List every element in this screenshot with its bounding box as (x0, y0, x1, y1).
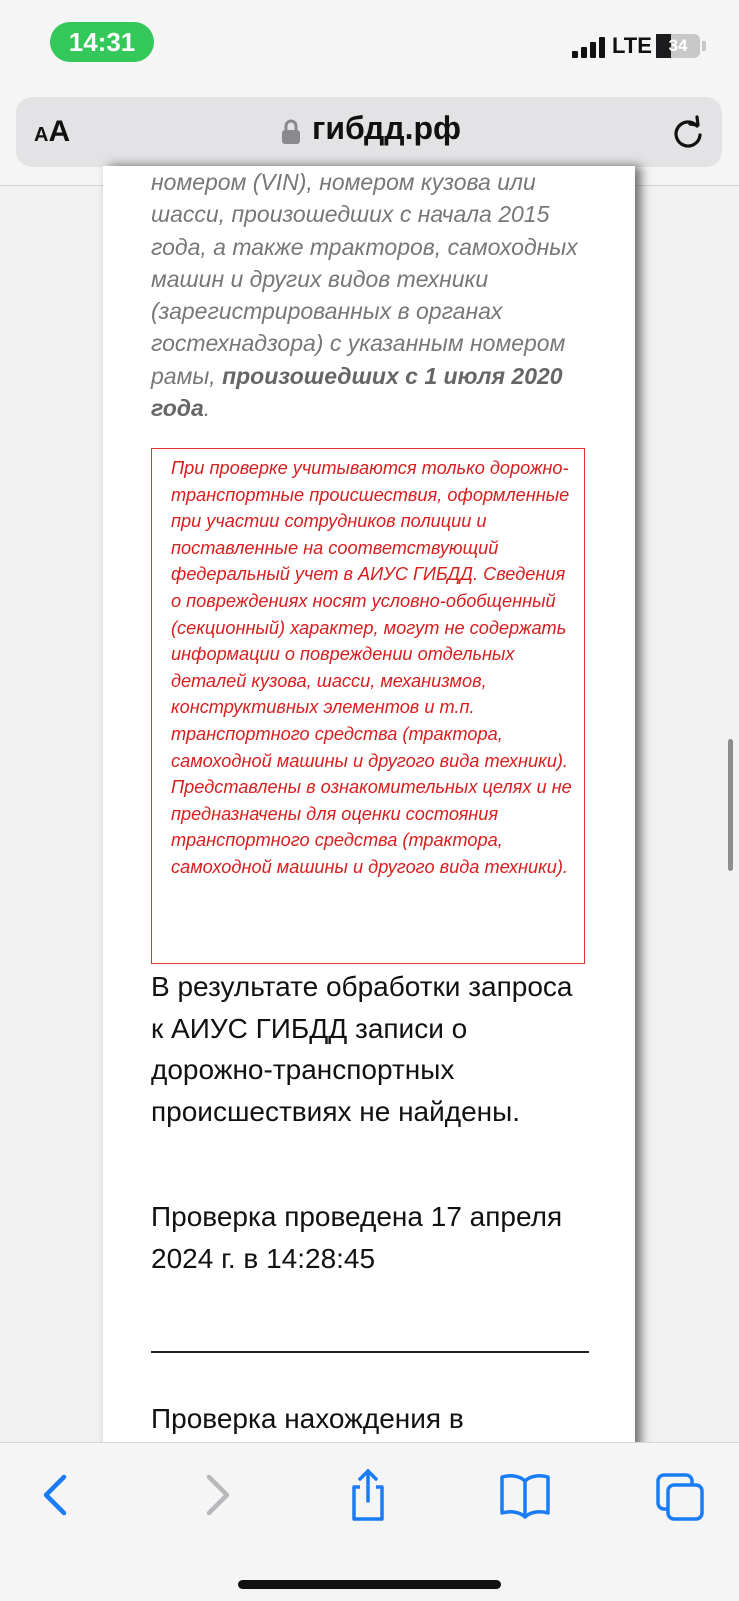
next-section-heading: Проверка нахождения в (151, 1403, 464, 1434)
lock-icon (281, 119, 301, 145)
bookmarks-button[interactable] (495, 1467, 555, 1523)
check-scope-text (151, 166, 591, 424)
battery-percent: 34 (668, 36, 688, 55)
network-type: LTE (612, 33, 652, 58)
check-scope-end: . (203, 395, 211, 422)
status-time: 14:31 (50, 22, 154, 62)
text-size-button[interactable] (34, 115, 70, 149)
forward-button[interactable] (185, 1467, 245, 1523)
cellular-signal-icon (572, 36, 606, 58)
disclaimer-notice: При проверке учитываются только дорожно-транспортные происшествия, оформленные при участии сотрудников полиции и поставленные на соответствующий федеральный учет в АИУС ГИБДД. Сведения о повреждениях носят условно-обобщенный (секционный) характер, могут не содержать информации о повреждении отдельных деталей кузова, шасси, механизмов, конструктивных элементов и т.п. транспортного средства (трактора, самоходной машины и другого вида техники). Представлены в ознакомительных целях и не предназначены для оценки состояния транспортного средства (трактора, самоходной машины и другого вида техники). (151, 448, 585, 964)
home-indicator[interactable] (238, 1580, 501, 1589)
back-button[interactable] (28, 1467, 88, 1523)
share-button[interactable] (338, 1467, 398, 1523)
page-scrollbar[interactable] (728, 739, 733, 871)
share-icon (338, 1467, 398, 1523)
tabs-icon (652, 1467, 712, 1523)
text-size-small-label: A (34, 124, 49, 146)
forward-icon (185, 1467, 245, 1523)
address-bar[interactable] (16, 97, 722, 167)
check-timestamp: Проверка проведена 17 апреля 2024 г. в 14:28:45 (151, 1201, 563, 1274)
battery-tip (702, 41, 706, 51)
browser-toolbar (0, 1442, 739, 1601)
result-message: В результате обработки запроса к АИУС ГИБДД записи о дорожно-транспортных происшествиях не найдены. (151, 971, 573, 1127)
document-panel (103, 166, 635, 1466)
back-icon (28, 1467, 88, 1523)
url-domain[interactable]: гибдд.рф (312, 110, 462, 146)
bookmarks-icon (495, 1467, 555, 1523)
reload-icon[interactable] (670, 115, 706, 151)
status-bar (0, 0, 739, 88)
web-content[interactable] (0, 169, 739, 1442)
battery-icon (656, 34, 700, 58)
text-size-large-label: A (48, 115, 71, 148)
check-scope-body: номером (VIN), номером кузова или шасси, произошедших с начала 2015 года, а также тракторов, самоходных машин и других видов техники (зарегистрированных в органах гостехнадзора) с указанным номером рамы, (151, 169, 578, 389)
tabs-button[interactable] (652, 1467, 712, 1523)
check-scope-date: произошедших с 1 июля 2020 года (151, 362, 563, 422)
section-divider (151, 1351, 589, 1353)
